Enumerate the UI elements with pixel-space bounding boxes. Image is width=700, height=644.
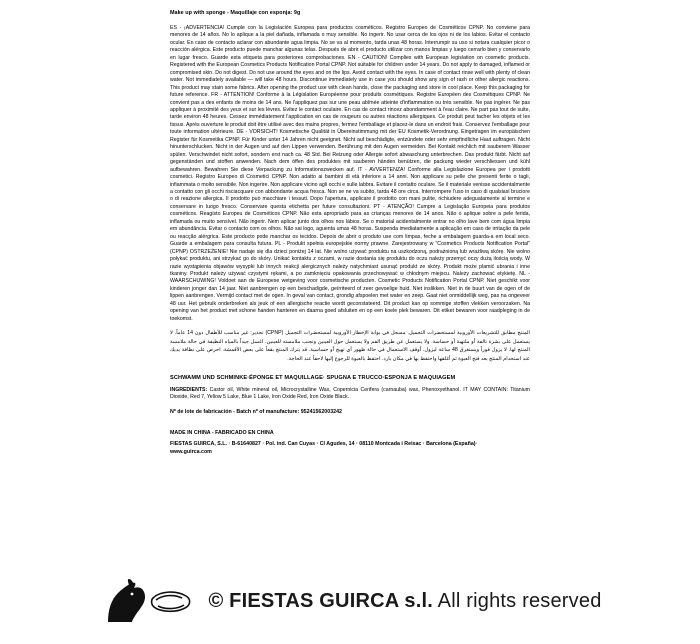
ingredients-label: INGREDIENTS: (170, 386, 208, 393)
batch-label: Nº de lote de fabricación - Batch nº of manufacture: (170, 409, 300, 416)
ingredients-block (170, 387, 530, 402)
horse-head-and-mask-logo (98, 578, 194, 624)
product-weight-line: Make up with sponge - Maquillaje con esponja: 9g (170, 10, 301, 16)
footer-brand: © FIESTAS GUIRCA s.l. (208, 589, 433, 612)
batch-block (170, 409, 530, 415)
page-footer (0, 558, 700, 644)
company-website: www.guirca.com (170, 449, 212, 456)
batch-code: 95241562003242 (300, 409, 342, 416)
footer-rights: All rights reserved (437, 589, 602, 612)
footer-copyright (208, 590, 601, 613)
section-title: SCHWAMM UND SCHMINKE·ÉPONGE ET MAQUILLAGE· SPUGNA E TRUCCO·ESPONJA E MAQUIAGEM (170, 374, 456, 381)
arabic-warning-text: ﺍﻟﻤﻨﺘﺞ ﻣﻄﺎﺑﻖ ﻟﻠﺘﺸﺮﻳﻌﺎﺕ ﺍﻷﻭﺭﻭﺑﻴﺔ ﻟﻤﺴﺘﺤﻀﺮﺍﺕ ﺍﻟﺘﺠﻤﻴﻞ. ﻣﺴﺠﻞ ﻓﻲ ﺑﻮﺍﺑﺔ ﺍﻹﺧﻄﺎﺭ ﺍﻷﻭﺭﻭﺑﻴﺔ ﻟﻤﺴﺘﺤﻀﺮﺍﺕ ﺍﻟﺘﺠﻤﻴﻞ (CPNP) ﺗﺤﺬﻳﺮ: ﻏﻴﺮ ﻣﻨﺎﺳﺐ ﻟﻸﻃﻔﺎﻝ ﺩﻭﻥ 14 ﻋﺎﻣﺎً. ﻻ ﻳﺴﺘﻌﻤﻞ ﻋﻠﻰ ﺑﺸﺮﺓ ﺗﺎﻟﻔﺔ ﺃﻭ ﻣﻠﺘﻬﺒﺔ ﺃﻭ ﺣﺴﺎﺳﺔ. ﻭﻻ ﻳﺴﺘﻌﻤﻞ ﻋﻦ ﻃﺮﻳﻖ ﺍﻟﻔﻢ ﻭﻻ ﻳﺴﺘﻌﻤﻞ ﺣﻮﻝ ﺍﻟﻌﻴﻨﻴﻦ ﻭﺗﺠﻨﺐ ﻣﻼﻣﺴﺘﻪ ﻟﻠﻌﻴﻨﻴﻦ. ﺍﻏﺴﻞ ﺟﻴﺪﺍً ﺑﺎﻟﻤﻴﺎﻩ ﺍﻟﻨﻈﻴﻔﺔ ﻓﻲ ﺣﺎﻟﺔ ﻣﻼﻣﺴﺔ ﺍﻟﻤﻨﺘﺞ ﻟﻬﺎ. ﻻ ﻳﺰﻭﻝ ﻓﻮﺭﺍً ﻭﻳﺴﺘﻐﺮﻕ 48 ﺳﺎﻋﺔ ﻟﻴﺰﻭﻝ. ﺃﻭﻗﻒ ﺍﻻﺳﺘﻌﻤﺎﻝ ﻓﻲ ﺣﺎﻟﺔ ﻇﻬﻮﺭ ﺃﻱ ﺗﻬﻴﺞ ﺃﻭ ﺣﺴﺎﺳﻴﺔ. ﻗﺪ ﻳﺘﺮﻙ ﺍﻟﻤﻨﺘﺞ ﺑﻘﻌﺎً ﻋﻠﻰ ﺑﻌﺾ ﺍﻷﻗﻤﺸﺔ. ﺍﺣﺮﺹ ﻋﻠﻰ ﻧﻈﺎﻓﺔ ﻳﺪﻳﻚ ﻋﻨﺪ ﺍﺳﺘﺨﺪﺍﻡ ﺍﻟﻤﻨﺘﺞ ﺑﻌﺪ ﻓﺘﺢ ﺍﻟﻌﺒﻮﺓ ﺛﻢ ﺃﻏﻠﻘﻬﺎ ﻭﺍﺣﺘﻔﻆ ﺑﻬﺎ ﻓﻲ ﻣﻜﺎﻥ ﺑﺎﺭﺩ. ﺍﺣﺘﻔﻆ ﺑﺎﻟﻌﺒﻮﺓ ﻟﻠﺮﺟﻮﻉ ﺇﻟﻴﻬﺎ ﻻﺣﻘﺎً ﻋﻨﺪ ﺍﻟﺤﺎﺟﺔ. (170, 330, 530, 362)
made-in-line: MADE IN CHINA - FABRICADO EN CHINA (170, 430, 274, 437)
company-address-line: FIESTAS GUIRCA, S.L. · B-61640827 · Pol. ind. Can Cuyas · Cl Agudes, 14 · 08110 Montcada i Reixac · Barcelona (España)· (170, 440, 478, 447)
ingredients-text: Castor oil, White mineral oil, Microcrystalline Wax, Copernicia Cerifera (carnauba) wax, Phenoxyethanol. IT MAY CONTAIN: Titanium Dioxide, Red 7, Yellow 5 Lake, Blue 1 Lake, Iron Oxide Red, Iron Oxide Black. (170, 386, 530, 400)
multilanguage-warning-text: ES - ¡ADVERTENCIA! Cumple con la Legislación Europea para productos cosméticos. Registro Europeo de Cosméticos CPNP. No conviene para menores de 14 años. No lo aplique a la piel dañada, inflamada o muy sensible. No ingerir. No usar cerca de los ojos ni de los labios. Evitar el contacto ocular. En caso de contacto aclarar con abundante agua limpia. No se va al momento, tarda unas 48 horas. Interrumpir su uso si notara cualquier picor o reacción alérgica. Este producto puede manchar algunas telas. Después de abrir el producto utilizar con manos limpias y luego cerrarlo bien y conservarlo en lugar fresco. Guarde esta etiqueta para posteriores comprobaciones. EN - CAUTION! Complies with European legislation on cosmetic products. Registered with the European Cosmetics Products Notification Portal CPNP. Not suitable for children under 14 years. Do not apply to damaged, inflamed or compromised skin. Do not digest. Do not use around the eyes and on the lips. Avoid contact with the eyes. In case of contact rinse well with plenty of clean water. Not immediately available — will take 48 hours. Discontinue immediately use in case you should show any sign of rash or other allergic reactions. This product may stain some fabrics. After opening the product use with clean hands, close the packaging and store in cool place. Keep this packaging for future reference. FR - ATTENTION! Conforme à la Législation Européenne pour produits cosmétiques. Registre Européen des Cosmétiques CPNP. Ne convient pas a des enfants de moins de 14 ans. Ne l'appliquez pas sur une peau abîmée atteinte d'inflammation ou très sensible. Ne pas ingérer. Ne pas appliquer à proximité des yeux et sur les lèvres. Evitez le contact oculaire. En cas de contact rincez abondamment à l'eau claire. Ne part pas tout de suite, tarde environ 48 heures. Cessez immédiatement l'application en cas de rougeurs ou autres réactions allergiques. Ce produit peut tacher les objets et les tissus. Après ouverture le produit doit être utilisé avec des mains propres, fermez l'emballage et placez-le dans un endroit frais. Conservez l'emballage pour toute information ultérieure. DE - VORSICHT! Kosmetische Qualität in Übereinstimmung mit der EU Kosmetik-Verordnung. Eingetragen im europäischen Register für Kosmetika CPNP. Für Kinder unter 14 Jahren nicht geeignet. Nicht auf beschädigte, entzündete oder sehr empfindliche Haut auftragen. Nicht hinunterschlucken. Nicht in der Augen und auf den Lippen verwenden. Berührung mit den Augen vermeiden. Bei Kontakt reichlich mit sauberem Wasser spülen. Verschwindet nicht sofort, sondern erst nach ca. 48 Std. Bei Reizung oder Allergie sofort abwaschung unterbrechen. Das produkt färbt. Nicht auf gegenständen und stoffen anwenden. Nach dem öffen des produktes mit sauberen händen benützen, die packung wieder verschliessen und kühl aufbewahren. Bewahren Sie diese Verpackung zu Informationszwecken auf. IT - AVVERTENZA! Conforme alla Legislazione Europea per i prodotti cosmetici. Registro Europeo di Cosmetici CPNP. Non adatto ai bambini di età inferiore a 14 anni. Non applicare su pelle che presenti ferite o tagli, infiammata o molto sensibile. Non ingerire. Non applicare vicino agli occhi e sulle labbra. Evitare il contatto oculare. Se il materiale venisse accidentalmente a contatto con gli occhi risciacquare con abbondante acqua fresca. Non se ne va subito, tarda 48 ore circa. Interrompere l'uso in caso di qualsiasi bruciore o di reazione allergica. Il prodotto può macchiare i tessuti. Dopo l'apertura, applicare il prodotto con mani pulite, richiudere adeguatamente al termine e conservare in luogo fresco. Conservare questa etichetta per future consultazioni. PT - ATENÇÃO! Cumpre a Legislação Europeia para produtos cosméticos. Reagisto Europeu de Cosméticos CPNP. Não esta apropriado para as crianças menores de 14 anos. Não o aplique sobre a pele ferida, inflamada ou muito sensível. Não ingerir. Nem aplicar junto dos olhos nos lábios. Se o matorial acidentalmente entrar no olho lave bem com água limpia em abundância. Evitar o contacto com os olhos. Não sai logo, aguenta umas 48 horas. Suspenda imediatamente a aplicação em caso de irritação da pele ou reacção alérgrica. Este producto pode manchar os tecidos. Depois de abrir o produto use com limpas, feche a embalagem guarda-a em local seco. Guarde a embalagem para consulta futura. PL - Produkt spełnia europejskie normy prawne. Zarejestrowany w "Cosmetics Products Notification Portal" (CPNP) OSTRZEŻENIE! Nie nadaje się dla dzieci poniżej 14 lat. Nie wolno używać produktu na uszkodzoną, podrażnioną lub wrażliwą skórę. Nie wolno połykać produktu, ani strzykać go do skóry. Unikać kontaktu z oczami, w razie dostania się produktu do oczu należy przemyć oczy dużą ilością wody. W razie wystąpienia objawów wysypki lub innych reakcji alergicznych należy natychmiast usunąć produkt ze skóry. Produkt może plamić ubrania i inne tkaniny. Produkt należy używać czystymi rękami, a po zamknięciu opakowania przechowywać w chłodnym miejscu. Należy zachować etykietę. NL - WAARSCHUWING! Voldoet aan de Europese wetgeving voor cosmetische producten. Cosmetic Products Notification Portal CPNP. Niet geschikt voor kinderen jonger dan 14 jaar. Niet aanbrengen op een beschadigde, geïrriteerd of zeer gevoelige huid. Niet inslikken. Niet in de buurt van de ogen of de lippen aanbrengen. Vermijd contact met de ogen. In geval van contact, grondig afspoelen met water en zeep. Gaat niet onmiddellijk weg, pas na ongeveer 48 uur. Het gebruik onderbreken als jeuk of een allergische reactie wordt geconstateerd. Dit product kan op sommige stoffen vlekken veroorzaken. Na opening van het product met schone handen hanteren en daarna goed afsluiten en op een koele plek bewaren. Dit etiket bewaren voor raadpleging in de toekomst. (170, 25, 530, 322)
